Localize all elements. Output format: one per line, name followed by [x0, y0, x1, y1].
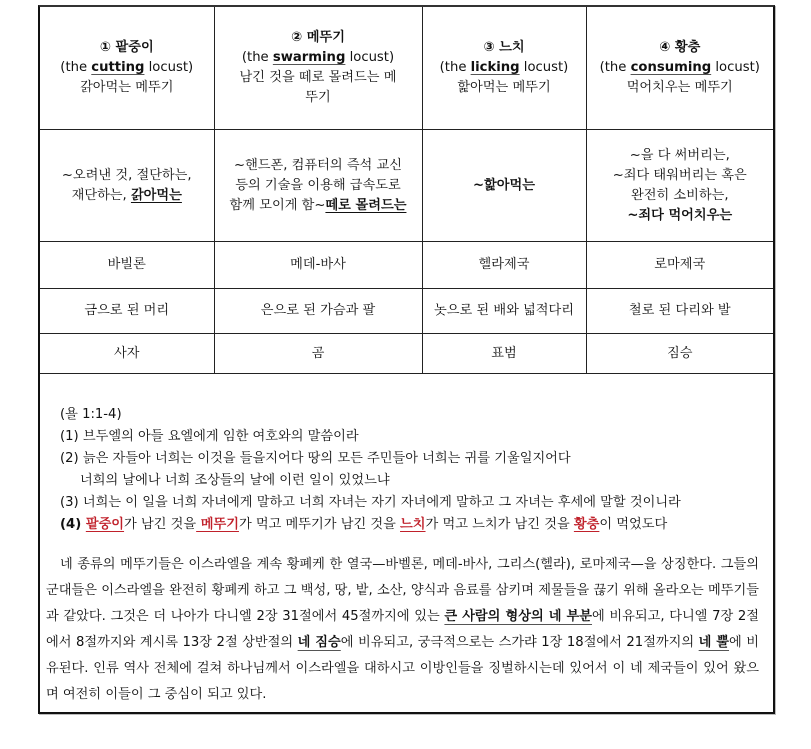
commentary-emphasis: 네 뿔 [698, 635, 730, 650]
eng-suffix: locust) [345, 50, 395, 65]
empire-cell: 바빌론 [40, 242, 214, 289]
meaning-line: 함께 모이게 함~ [229, 197, 326, 213]
eng-keyword: swarming [272, 50, 346, 65]
verse-2: (2) 늙은 자들아 너희는 이것을 들을지어다 땅의 모든 주민들아 너희는 귀를 기울일지어다 [60, 451, 571, 466]
meaning-line: 등의 기술을 이용해 급속도로 [235, 177, 401, 193]
statue-cell: 철로 된 다리와 발 [586, 289, 773, 334]
verse-text: 가 먹고 느치가 남긴 것을 [425, 517, 574, 532]
scripture-reference: (욜 1:1-4) [60, 407, 122, 422]
verse-text: 가 먹고 메뚜기가 남긴 것을 [238, 517, 401, 532]
eng-keyword: cutting [91, 60, 145, 75]
meaning-emphasis: ~죄다 먹어치우는 [627, 207, 733, 223]
header-cell-swarming [214, 7, 422, 130]
meaning-cell-licking [422, 130, 586, 242]
verse-number: (4) [60, 517, 86, 532]
empire-cell: 헬라제국 [422, 242, 586, 289]
commentary-paragraph [46, 552, 773, 708]
table-row-empires [40, 242, 773, 289]
meaning-emphasis: 떼로 몰려드는 [325, 197, 407, 213]
eng-keyword: licking [470, 60, 520, 75]
meaning-line: 재단하는, [71, 187, 131, 203]
meaning-emphasis: ~핥아먹는 [472, 177, 535, 193]
locust-name: 팥중이 [115, 40, 154, 55]
meaning-line: 완전히 소비하는, [630, 187, 729, 203]
locust-name: 느치 [499, 40, 525, 55]
eng-prefix: (the [599, 60, 631, 75]
beast-cell: 표범 [422, 334, 586, 374]
commentary-text: 네 종류의 메뚜기들은 이스라엘을 계속 황폐케 한 열국—바벨론, 메데-바사, 그리스(헬라), 로마제국—을 상징한다. 그들의 군대들은 이스라엘을 완전히 황폐케 하고 그 백성, 땅, 밭, 소산, 양식과 음료를 삼키며 제물들을 끊기 위해 올라오는 메뚜기들과 같았다. 그것은 더 나아가 다니엘 2장 31절에서 45절까지에 있는 [46, 557, 759, 624]
beast-cell: 사자 [40, 334, 214, 374]
verse-2-continued: 너희의 날에나 너희 조상들의 날에 이런 일이 있었느냐 [80, 473, 390, 488]
locust-comparison-table [40, 7, 773, 374]
commentary-emphasis: 네 짐승 [297, 635, 341, 650]
table-row-meaning [40, 130, 773, 242]
statue-cell: 금으로 된 머리 [40, 289, 214, 334]
meaning-emphasis: 갉아먹는 [130, 187, 182, 203]
table-row-statue [40, 289, 773, 334]
empire-cell: 로마제국 [586, 242, 773, 289]
circled-number: ① [99, 40, 111, 55]
locust-name: 황충 [674, 40, 701, 55]
header-cell-cutting [40, 7, 214, 130]
meaning-line: ~을 다 써버리는, [629, 147, 730, 163]
empire-cell: 메데-바사 [214, 242, 422, 289]
scripture-section [40, 374, 773, 708]
table-row-beasts [40, 334, 773, 374]
highlight-licking-locust: 느치 [400, 517, 426, 532]
statue-cell: 은으로 된 가슴과 팔 [214, 289, 422, 334]
locust-name: 메뚜기 [306, 30, 345, 45]
meaning-line: ~죄다 태워버리는 혹은 [612, 167, 747, 183]
highlight-consuming-locust: 황충 [573, 517, 600, 532]
highlight-cutting-locust: 팥중이 [85, 517, 125, 532]
header-cell-consuming [586, 7, 773, 130]
verse-3: (3) 너희는 이 일을 너희 자녀에게 말하고 너희 자녀는 자기 자녀에게 말하고 그 자녀는 후세에 말할 것이니라 [60, 495, 681, 510]
eng-keyword: consuming [630, 60, 712, 75]
verse-text: 가 남긴 것을 [124, 517, 197, 532]
meaning-cell-cutting [40, 130, 214, 242]
eng-suffix: locust) [519, 60, 569, 75]
table-row-header [40, 7, 773, 130]
header-cell-licking [422, 7, 586, 130]
meaning-line: ~오려낸 것, 절단하는, [61, 167, 192, 183]
locust-desc: 먹어치우는 메뚜기 [626, 80, 733, 95]
verse-4 [60, 514, 773, 536]
eng-suffix: locust) [711, 60, 760, 75]
meaning-cell-consuming [586, 130, 773, 242]
meaning-cell-swarming [214, 130, 422, 242]
highlight-swarming-locust: 메뚜기 [196, 517, 239, 532]
eng-prefix: (the [60, 60, 92, 75]
locust-desc: 핥아먹는 메뚜기 [457, 80, 551, 95]
beast-cell: 짐승 [586, 334, 773, 374]
circled-number: ④ [659, 40, 671, 55]
commentary-text: 에 비유되고, 궁극적으로는 스가랴 1장 18절에서 21절까지의 [340, 635, 699, 650]
locust-desc: 남긴 것을 떼로 몰려드는 메뚜기 [239, 70, 397, 105]
eng-prefix: (the [241, 50, 273, 65]
locust-desc: 갉아먹는 메뚜기 [80, 80, 174, 95]
commentary-text: 에 비유된다. 인류 역사 전체에 걸쳐 하나님께서 이스라엘을 대하시고 이방인들을 징벌하시는데 있어서 이 네 제국들이 있어 왔으며 여전히 이들이 그 중심이 되고 있다. [46, 635, 760, 702]
meaning-line: ~핸드폰, 컴퓨터의 즉석 교신 [234, 157, 402, 173]
statue-cell: 놋으로 된 배와 넓적다리 [422, 289, 586, 334]
commentary-emphasis: 큰 사람의 형상의 네 부분 [444, 609, 593, 624]
circled-number: ③ [483, 40, 495, 55]
verse-1: (1) 브두엘의 아들 요엘에게 임한 여호와의 말씀이라 [60, 429, 359, 444]
document-box [38, 5, 775, 714]
beast-cell: 곰 [214, 334, 422, 374]
commentary-text: 에 비유되고, 다니엘 7장 2절에서 8절까지와 계시록 13장 2절 상반절의 [46, 609, 759, 650]
eng-suffix: locust) [144, 60, 194, 75]
eng-prefix: (the [439, 60, 471, 75]
circled-number: ② [291, 30, 303, 45]
verse-text: 이 먹었도다 [599, 517, 668, 532]
